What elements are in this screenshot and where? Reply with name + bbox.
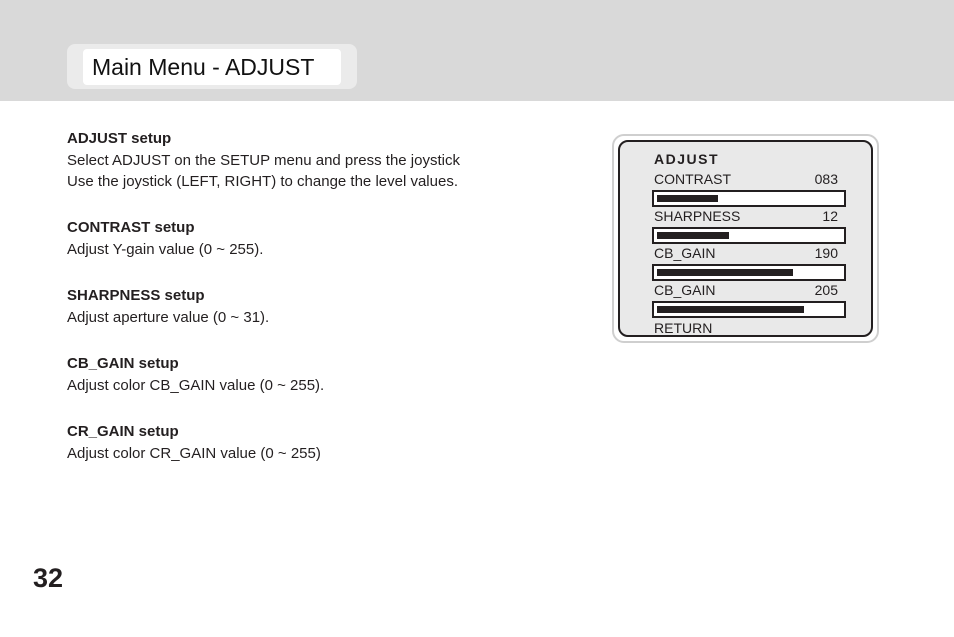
- section-line: Adjust color CR_GAIN value (0 ~ 255): [67, 445, 321, 462]
- osd-item-label: SHARPNESS: [654, 208, 741, 224]
- section-cb-gain-setup: [67, 353, 537, 396]
- osd-title: ADJUST: [654, 151, 720, 167]
- section-body: [67, 239, 537, 260]
- section-body: [67, 443, 537, 464]
- osd-item-value: 12: [822, 208, 838, 224]
- section-line: Use the joystick (LEFT, RIGHT) to change the level values.: [67, 173, 458, 190]
- section-heading: CR_GAIN setup: [67, 423, 179, 440]
- osd-menu-illustration: [612, 134, 879, 343]
- osd-item-cb-gain-2: [652, 282, 846, 318]
- osd-level-bar: [652, 301, 846, 318]
- section-heading: CONTRAST setup: [67, 219, 195, 236]
- section-adjust-setup: [67, 128, 537, 192]
- osd-level-bar: [652, 227, 846, 244]
- title-inner: [83, 49, 341, 85]
- header-band: [0, 0, 954, 101]
- page-number: 32: [33, 563, 64, 593]
- section-body: [67, 375, 537, 396]
- section-line: Adjust aperture value (0 ~ 31).: [67, 309, 270, 326]
- osd-item-contrast: [652, 171, 846, 207]
- section-body: [67, 307, 537, 328]
- osd-level-bar: [652, 190, 846, 207]
- osd-item-label: CB_GAIN: [654, 245, 716, 261]
- section-cr-gain-setup: [67, 421, 537, 464]
- osd-item-sharpness: [652, 208, 846, 244]
- section-heading: SHARPNESS setup: [67, 287, 205, 304]
- osd-level-fill: [657, 195, 718, 202]
- osd-return-item: RETURN: [654, 320, 713, 336]
- title-box: [67, 44, 357, 89]
- section-body: [67, 150, 537, 192]
- osd-item-value: 205: [814, 282, 838, 298]
- osd-level-fill: [657, 306, 804, 313]
- osd-item-value: 190: [814, 245, 838, 261]
- section-line: Select ADJUST on the SETUP menu and press the joystick: [67, 152, 460, 169]
- osd-item-label: CB_GAIN: [654, 282, 716, 298]
- section-line: Adjust color CB_GAIN value (0 ~ 255).: [67, 377, 325, 394]
- section-heading: ADJUST setup: [67, 130, 172, 147]
- section-sharpness-setup: [67, 285, 537, 328]
- osd-item-cb-gain: [652, 245, 846, 281]
- osd-item-label: CONTRAST: [654, 171, 731, 187]
- instructions-content: [67, 128, 537, 489]
- osd-level-fill: [657, 232, 729, 239]
- osd-item-value: 083: [814, 171, 838, 187]
- section-heading: CB_GAIN setup: [67, 355, 179, 372]
- osd-level-fill: [657, 269, 793, 276]
- osd-screen: [618, 140, 873, 337]
- osd-level-bar: [652, 264, 846, 281]
- section-line: Adjust Y-gain value (0 ~ 255).: [67, 241, 264, 258]
- section-contrast-setup: [67, 217, 537, 260]
- page-title: Main Menu - ADJUST: [92, 54, 315, 80]
